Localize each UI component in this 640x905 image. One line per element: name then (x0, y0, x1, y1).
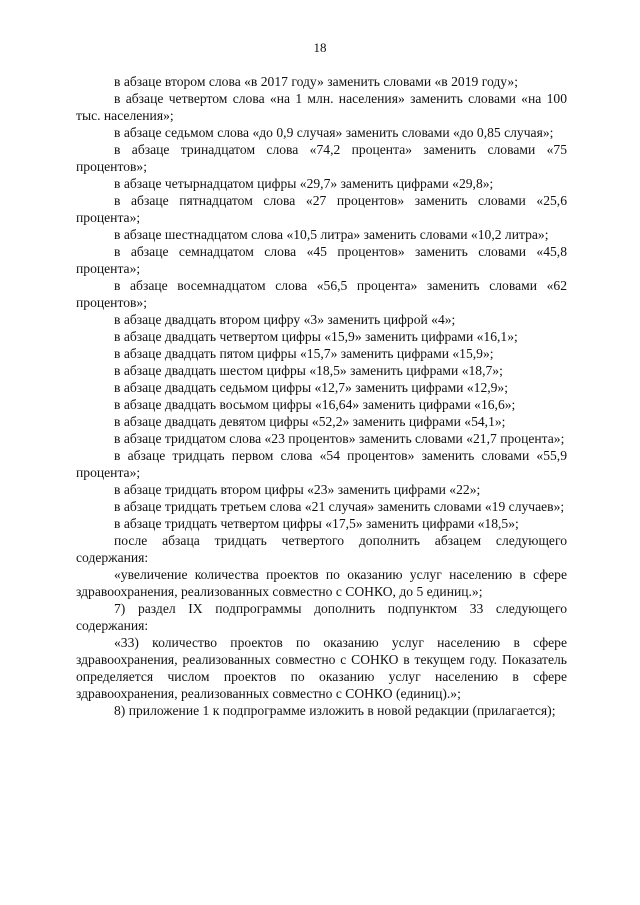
paragraph-20: в абзаце тридцать третьем слова «21 случая» заменить словами «19 случаев»; (114, 499, 565, 514)
paragraph-19: в абзаце тридцать втором цифры «23» заменить цифрами «22»; (114, 482, 481, 497)
paragraph-15: в абзаце двадцать восьмом цифры «16,64» заменить цифрами «16,6»; (114, 397, 516, 412)
paragraph-26: 8) приложение 1 к подпрограмме изложить в новой редакции (прилагается); (114, 703, 556, 718)
paragraph-11: в абзаце двадцать четвертом цифры «15,9» заменить цифрами «16,1»; (114, 329, 518, 344)
paragraph-10: в абзаце двадцать втором цифру «3» заменить цифрой «4»; (114, 312, 456, 327)
page-number: 18 (313, 40, 327, 55)
paragraph-17: в абзаце тридцатом слова «23 процентов» заменить словами «21,7 процента»; (114, 431, 565, 446)
paragraph-16: в абзаце двадцать девятом цифры «52,2» заменить цифрами «54,1»; (114, 414, 506, 429)
paragraph-2: в абзаце четвертом слова «на 1 млн. населения» заменить словами «на 100 тыс. населения»; (76, 91, 567, 123)
paragraph-25: «33) количество проектов по оказанию услуг населению в сфере здравоохранения, реализованных совместно с СОНКО в текущем году. Показатель определяется числом проектов по оказанию услуг населению в сфере здравоохранения, реализованных совместно с СОНКО (единиц).»; (76, 635, 567, 701)
paragraph-4: в абзаце тринадцатом слова «74,2 процента» заменить словами «75 процентов»; (76, 142, 567, 174)
paragraph-5: в абзаце четырнадцатом цифры «29,7» заменить цифрами «29,8»; (114, 176, 494, 191)
paragraph-12: в абзаце двадцать пятом цифры «15,7» заменить цифрами «15,9»; (114, 346, 494, 361)
paragraph-18: в абзаце тридцать первом слова «54 процентов» заменить словами «55,9 процента»; (76, 448, 567, 480)
paragraph-13: в абзаце двадцать шестом цифры «18,5» заменить цифрами «18,7»; (114, 363, 503, 378)
paragraph-3: в абзаце седьмом слова «до 0,9 случая» заменить словами «до 0,85 случая»; (114, 125, 554, 140)
paragraph-8: в абзаце семнадцатом слова «45 процентов» заменить словами «45,8 процента»; (76, 244, 567, 276)
document-body (76, 73, 567, 719)
paragraph-9: в абзаце восемнадцатом слова «56,5 процента» заменить словами «62 процентов»; (76, 278, 567, 310)
paragraph-21: в абзаце тридцать четвертом цифры «17,5» заменить цифрами «18,5»; (114, 516, 519, 531)
paragraph-6: в абзаце пятнадцатом слова «27 процентов» заменить словами «25,6 процента»; (76, 193, 567, 225)
paragraph-22: после абзаца тридцать четвертого дополнить абзацем следующего содержания: (76, 533, 567, 565)
paragraph-14: в абзаце двадцать седьмом цифры «12,7» заменить цифрами «12,9»; (114, 380, 509, 395)
paragraph-1: в абзаце втором слова «в 2017 году» заменить словами «в 2019 году»; (114, 74, 518, 89)
paragraph-24: 7) раздел IX подпрограммы дополнить подпунктом 33 следующего содержания: (76, 601, 567, 633)
paragraph-7: в абзаце шестнадцатом слова «10,5 литра» заменить словами «10,2 литра»; (114, 227, 549, 242)
paragraph-23: «увеличение количества проектов по оказанию услуг населению в сфере здравоохранения, реализованных совместно с СОНКО, до 5 единиц.»; (76, 567, 567, 599)
